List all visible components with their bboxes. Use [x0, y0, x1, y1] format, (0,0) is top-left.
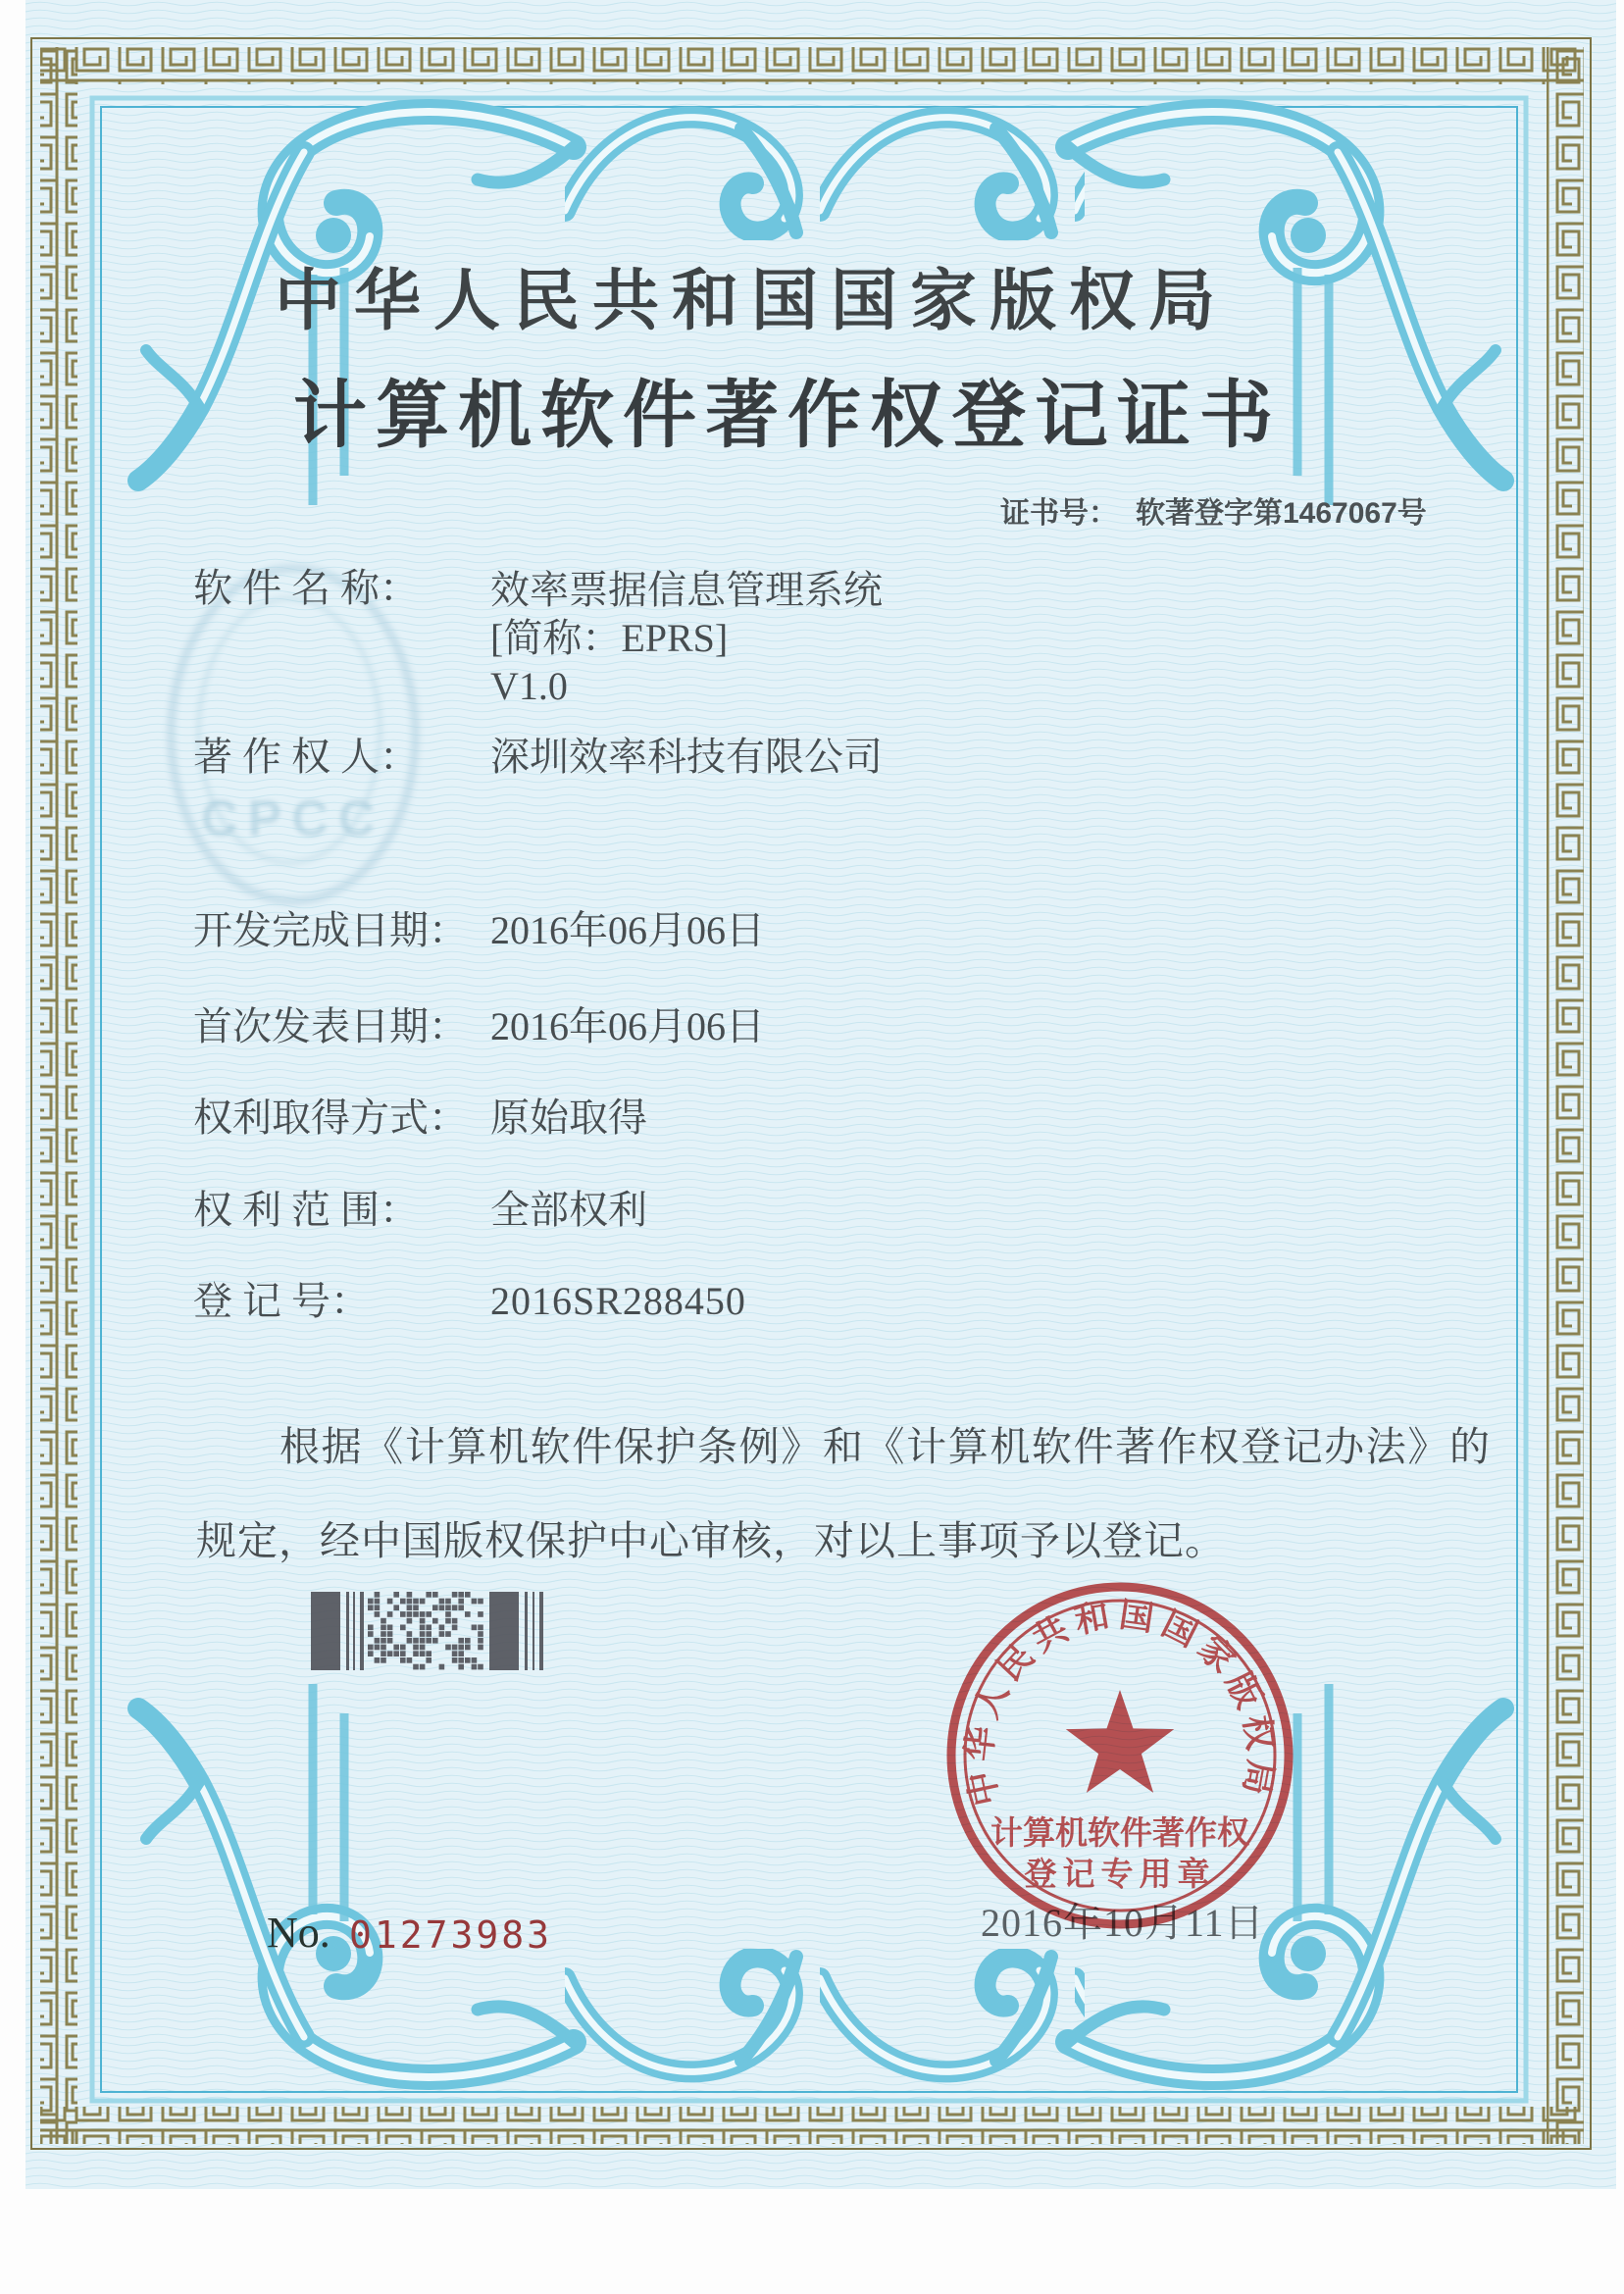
- seal-line2: 登记专用章: [1024, 1858, 1216, 1893]
- software-short-name: [简称：EPRS]: [490, 616, 729, 660]
- field-label: 权利取得方式：: [193, 1096, 468, 1140]
- certificate-number-value: 软著登字第1467067号: [1136, 497, 1427, 530]
- field-first-publish-date: [193, 1004, 765, 1049]
- certificate-number-line: [1000, 488, 1427, 532]
- field-label: 首次发表日期：: [193, 1004, 468, 1048]
- field-value: 原始取得: [490, 1096, 647, 1140]
- field-label: 开发完成日期：: [193, 908, 468, 952]
- field-rights-acquisition: [193, 1096, 647, 1141]
- seal-date: 2016年10月11日: [981, 1901, 1265, 1945]
- software-name: 效率票据信息管理系统: [490, 568, 883, 612]
- field-rights-scope: [193, 1188, 647, 1233]
- seal-line1: 计算机软件著作权: [990, 1816, 1249, 1852]
- greek-key-border-top: [40, 47, 1584, 84]
- authority-title: 中华人民共和国国家版权局: [274, 264, 1228, 338]
- field-dev-complete-date: [193, 908, 765, 953]
- field-label: 软 件 名 称：: [193, 566, 419, 610]
- field-value: 2016年06月06日: [490, 1004, 765, 1048]
- certificate-number-label: 证书号：: [1000, 497, 1118, 530]
- serial-number-label: No.: [267, 1909, 330, 1957]
- barcode: [311, 1591, 549, 1671]
- greek-key-border-left: [40, 47, 77, 2144]
- field-value: 全部权利: [490, 1188, 647, 1232]
- scroll-band-bottom: [565, 1949, 1085, 2096]
- software-version: V1.0: [490, 664, 568, 708]
- greek-key-border-bottom: [40, 2107, 1584, 2144]
- field-value: 深圳效率科技有限公司: [490, 735, 883, 779]
- field-software-name: [193, 566, 883, 708]
- serial-number-value: 01273983: [349, 1913, 553, 1957]
- seal-star-icon: [1066, 1690, 1174, 1793]
- seal-arc-text: 中华人民共和国国家版权局: [959, 1595, 1281, 1810]
- field-value: 2016年06月06日: [490, 908, 765, 952]
- field-copyright-owner: [193, 735, 883, 780]
- field-value: 2016SR288450: [490, 1279, 746, 1323]
- official-seal: [926, 1561, 1318, 1954]
- field-registration-no: [193, 1279, 746, 1324]
- field-label: 权 利 范 围：: [193, 1188, 419, 1232]
- embossed-cpcc-text: CPCC: [201, 790, 385, 847]
- scroll-band-top: [565, 93, 1085, 240]
- statement-paragraph: 根据《计算机软件保护条例》和《计算机软件著作权登记办法》的规定，经中国版权保护中心审核，对以上事项予以登记。: [196, 1424, 1491, 1563]
- field-label: 著 作 权 人：: [193, 735, 419, 779]
- certificate-title: 计算机软件著作权登记证书: [292, 376, 1282, 457]
- greek-key-border-right: [1547, 47, 1584, 2144]
- field-value: [490, 566, 883, 710]
- field-label: 登 记 号：: [193, 1279, 370, 1323]
- barcode-matrix: [368, 1592, 483, 1669]
